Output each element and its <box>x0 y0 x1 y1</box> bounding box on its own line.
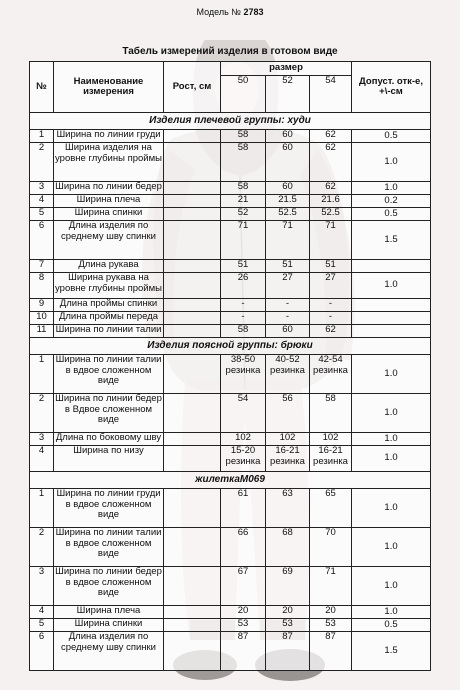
header-size: 50 <box>221 76 266 113</box>
row-height <box>164 394 221 433</box>
row-num: 4 <box>30 606 54 619</box>
row-num: 2 <box>30 528 54 567</box>
table-row <box>30 355 431 394</box>
row-name: Ширина по линии талии <box>54 325 164 338</box>
section-title: Изделия плечевой группы: худи <box>30 113 431 130</box>
table-title: Табель измерений изделия в готовом виде <box>122 46 338 57</box>
row-height <box>164 208 221 221</box>
row-value: 60 <box>266 325 310 338</box>
row-tolerance: 1.0 <box>352 394 431 433</box>
row-name: Ширина по линии груди в вдвое сложенном виде <box>54 489 164 528</box>
table-row <box>30 325 431 338</box>
row-name: Ширина по линии бедер <box>54 182 164 195</box>
row-num: 11 <box>30 325 54 338</box>
table-row <box>30 312 431 325</box>
row-name: Ширина по линии бедер в вдвое сложенном виде <box>54 567 164 606</box>
row-tolerance: 1.0 <box>352 606 431 619</box>
row-value: 21.5 <box>266 195 310 208</box>
row-tolerance: 1.0 <box>352 143 431 182</box>
row-value: 68 <box>266 528 310 567</box>
row-tolerance: 1.5 <box>352 221 431 260</box>
row-value: 58 <box>221 325 266 338</box>
row-tolerance: 1.0 <box>352 273 431 299</box>
row-name: Длина изделия по среднему шву спинки <box>54 632 164 671</box>
row-value: 52.5 <box>310 208 352 221</box>
row-value: 20 <box>221 606 266 619</box>
row-height <box>164 260 221 273</box>
row-name: Ширина по линии талии в вдвое сложенном виде <box>54 355 164 394</box>
row-height <box>164 195 221 208</box>
row-value: 60 <box>266 143 310 182</box>
row-value: - <box>221 312 266 325</box>
header-tolerance: Допуст. отк-е, +\-см <box>352 62 431 113</box>
row-value: - <box>266 299 310 312</box>
row-num: 4 <box>30 446 54 472</box>
table-row <box>30 208 431 221</box>
row-name: Длина проймы переда <box>54 312 164 325</box>
row-value: 16-21 резинка <box>310 446 352 472</box>
row-value: 27 <box>310 273 352 299</box>
section-title: Изделия поясной группы: брюки <box>30 338 431 355</box>
header-size: 54 <box>310 76 352 113</box>
table-row <box>30 567 431 606</box>
row-height <box>164 143 221 182</box>
row-height <box>164 632 221 671</box>
row-value: 38-50 резинка <box>221 355 266 394</box>
row-value: 53 <box>310 619 352 632</box>
table-row <box>30 143 431 182</box>
section-title: жилеткаМ069 <box>30 472 431 489</box>
row-value: 21.6 <box>310 195 352 208</box>
row-value: 51 <box>221 260 266 273</box>
header-num: № <box>30 62 54 113</box>
row-name: Длина рукава <box>54 260 164 273</box>
row-height <box>164 489 221 528</box>
row-value: 51 <box>310 260 352 273</box>
row-value: 102 <box>266 433 310 446</box>
row-num: 6 <box>30 221 54 260</box>
row-value: 102 <box>310 433 352 446</box>
row-num: 4 <box>30 195 54 208</box>
row-height <box>164 182 221 195</box>
row-value: 58 <box>221 130 266 143</box>
row-value: 60 <box>266 130 310 143</box>
row-tolerance: 1.5 <box>352 632 431 671</box>
row-value: 20 <box>266 606 310 619</box>
table-row <box>30 195 431 208</box>
row-value: - <box>221 299 266 312</box>
row-value: 71 <box>266 221 310 260</box>
row-tolerance: 1.0 <box>352 446 431 472</box>
row-value: 71 <box>310 221 352 260</box>
row-name: Ширина изделия на уровне глубины проймы <box>54 143 164 182</box>
row-value: 51 <box>266 260 310 273</box>
row-value: 87 <box>266 632 310 671</box>
table-row <box>30 446 431 472</box>
row-value: 52 <box>221 208 266 221</box>
row-num: 6 <box>30 632 54 671</box>
table-row <box>30 394 431 433</box>
measurement-table <box>29 61 431 671</box>
row-num: 1 <box>30 489 54 528</box>
row-tolerance: 1.0 <box>352 567 431 606</box>
row-name: Ширина плеча <box>54 606 164 619</box>
row-value: 16-21 резинка <box>266 446 310 472</box>
row-value: 63 <box>266 489 310 528</box>
row-value: 58 <box>221 182 266 195</box>
row-value: 62 <box>310 182 352 195</box>
row-height <box>164 312 221 325</box>
row-height <box>164 355 221 394</box>
row-tolerance <box>352 312 431 325</box>
row-tolerance: 0.5 <box>352 208 431 221</box>
row-tolerance: 0.5 <box>352 619 431 632</box>
row-num: 5 <box>30 619 54 632</box>
row-tolerance <box>352 299 431 312</box>
row-name: Ширина по низу <box>54 446 164 472</box>
row-name: Ширина по линии бедер в Вдвое сложенном виде <box>54 394 164 433</box>
table-row <box>30 528 431 567</box>
row-num: 10 <box>30 312 54 325</box>
row-value: 102 <box>221 433 266 446</box>
row-value: 53 <box>221 619 266 632</box>
row-height <box>164 273 221 299</box>
row-height <box>164 606 221 619</box>
row-value: 70 <box>310 528 352 567</box>
table-row <box>30 489 431 528</box>
row-tolerance: 0.5 <box>352 130 431 143</box>
row-name: Длина проймы спинки <box>54 299 164 312</box>
row-value: - <box>310 299 352 312</box>
row-height <box>164 130 221 143</box>
header-height: Рост, см <box>164 62 221 113</box>
row-tolerance: 1.0 <box>352 489 431 528</box>
row-value: 71 <box>310 567 352 606</box>
row-num: 1 <box>30 130 54 143</box>
header-size: 52 <box>266 76 310 113</box>
row-name: Длина изделия по среднему шву спинки <box>54 221 164 260</box>
row-value: 54 <box>221 394 266 433</box>
row-num: 5 <box>30 208 54 221</box>
table-row <box>30 299 431 312</box>
row-value: 58 <box>310 394 352 433</box>
table-row <box>30 632 431 671</box>
row-value: 69 <box>266 567 310 606</box>
row-num: 2 <box>30 394 54 433</box>
row-height <box>164 619 221 632</box>
row-height <box>164 446 221 472</box>
row-tolerance <box>352 325 431 338</box>
model-prefix: Модель № <box>196 7 241 17</box>
row-height <box>164 528 221 567</box>
row-tolerance: 1.0 <box>352 433 431 446</box>
table-row <box>30 130 431 143</box>
header-name: Наименование измерения <box>54 62 164 113</box>
row-name: Ширина плеча <box>54 195 164 208</box>
table-row <box>30 182 431 195</box>
row-num: 3 <box>30 182 54 195</box>
row-name: Ширина спинки <box>54 208 164 221</box>
row-num: 3 <box>30 567 54 606</box>
row-value: 62 <box>310 143 352 182</box>
row-name: Длина по боковому шву <box>54 433 164 446</box>
model-line <box>0 6 460 18</box>
row-num: 3 <box>30 433 54 446</box>
row-num: 2 <box>30 143 54 182</box>
row-name: Ширина спинки <box>54 619 164 632</box>
row-num: 7 <box>30 260 54 273</box>
row-name: Ширина рукава на уровне глубины проймы <box>54 273 164 299</box>
row-value: 26 <box>221 273 266 299</box>
row-value: 15-20 резинка <box>221 446 266 472</box>
row-value: 42-54 резинка <box>310 355 352 394</box>
row-height <box>164 567 221 606</box>
row-value: - <box>266 312 310 325</box>
row-tolerance: 1.0 <box>352 182 431 195</box>
row-value: 61 <box>221 489 266 528</box>
row-tolerance: 0.2 <box>352 195 431 208</box>
table-row <box>30 273 431 299</box>
row-num: 8 <box>30 273 54 299</box>
row-height <box>164 221 221 260</box>
row-value: 60 <box>266 182 310 195</box>
row-tolerance: 1.0 <box>352 355 431 394</box>
model-number: 2783 <box>243 7 264 17</box>
row-value: 66 <box>221 528 266 567</box>
row-name: Ширина по линии талии в вдвое сложенном виде <box>54 528 164 567</box>
row-value: 62 <box>310 130 352 143</box>
table-row <box>30 260 431 273</box>
row-name: Ширина по линии груди <box>54 130 164 143</box>
row-num: 9 <box>30 299 54 312</box>
row-value: 71 <box>221 221 266 260</box>
table-row <box>30 433 431 446</box>
row-value: 52.5 <box>266 208 310 221</box>
row-value: 56 <box>266 394 310 433</box>
row-value: 53 <box>266 619 310 632</box>
row-tolerance: 1.0 <box>352 528 431 567</box>
header-size-group: размер <box>221 62 352 76</box>
row-value: 87 <box>310 632 352 671</box>
row-value: 58 <box>221 143 266 182</box>
row-value: 27 <box>266 273 310 299</box>
row-value: 20 <box>310 606 352 619</box>
row-value: 40-52 резинка <box>266 355 310 394</box>
row-height <box>164 325 221 338</box>
table-row <box>30 606 431 619</box>
row-height <box>164 433 221 446</box>
row-value: - <box>310 312 352 325</box>
table-row <box>30 619 431 632</box>
row-value: 87 <box>221 632 266 671</box>
row-value: 21 <box>221 195 266 208</box>
row-value: 65 <box>310 489 352 528</box>
table-row <box>30 221 431 260</box>
row-num: 1 <box>30 355 54 394</box>
row-height <box>164 299 221 312</box>
row-value: 67 <box>221 567 266 606</box>
row-value: 62 <box>310 325 352 338</box>
row-tolerance <box>352 260 431 273</box>
